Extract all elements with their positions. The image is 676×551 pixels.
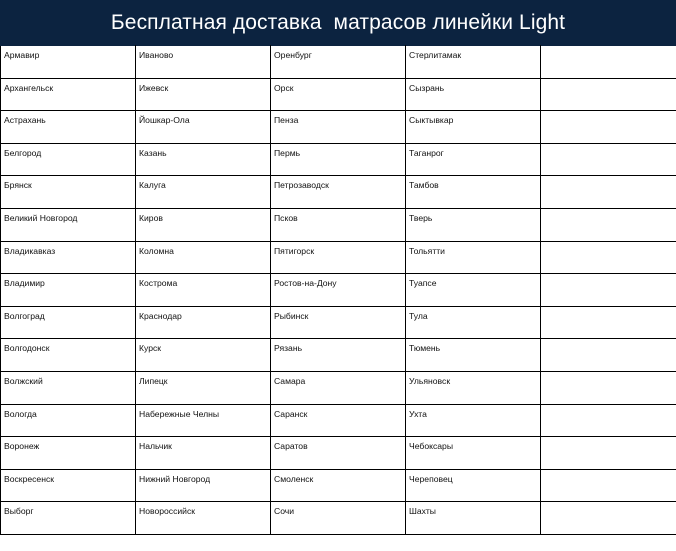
table-cell: Набережные Челны <box>136 404 271 437</box>
table-row <box>1 274 676 307</box>
table-cell: Ростов-на-Дону <box>271 274 406 307</box>
table-cell: Нальчик <box>136 437 271 470</box>
table-cell: Шахты <box>406 502 541 535</box>
table-cell: Сочи <box>271 502 406 535</box>
table-cell <box>541 78 676 111</box>
table-cell <box>541 143 676 176</box>
table-cell: Пермь <box>271 143 406 176</box>
table-cell: Вологда <box>1 404 136 437</box>
table-cell: Таганрог <box>406 143 541 176</box>
table-cell <box>541 502 676 535</box>
table-cell: Тольятти <box>406 241 541 274</box>
table-cell: Иваново <box>136 46 271 79</box>
table-cell: Волжский <box>1 371 136 404</box>
table-cell: Волгодонск <box>1 339 136 372</box>
table-cell: Новороссийск <box>136 502 271 535</box>
table-cell: Ухта <box>406 404 541 437</box>
table-cell: Петрозаводск <box>271 176 406 209</box>
table-cell: Туапсе <box>406 274 541 307</box>
table-cell: Сыктывкар <box>406 111 541 144</box>
table-row <box>1 111 676 144</box>
table-row <box>1 143 676 176</box>
table-cell: Сызрань <box>406 78 541 111</box>
table-cell <box>541 274 676 307</box>
table-cell <box>541 306 676 339</box>
table-row <box>1 78 676 111</box>
table-cell: Ульяновск <box>406 371 541 404</box>
table-row <box>1 241 676 274</box>
table-row <box>1 404 676 437</box>
table-cell: Орск <box>271 78 406 111</box>
table-cell: Саранск <box>271 404 406 437</box>
table-cell: Рязань <box>271 339 406 372</box>
table-cell: Кострома <box>136 274 271 307</box>
table-row <box>1 208 676 241</box>
table-cell: Белгород <box>1 143 136 176</box>
table-cell: Краснодар <box>136 306 271 339</box>
table-cell: Пенза <box>271 111 406 144</box>
table-row <box>1 306 676 339</box>
table-cell: Выборг <box>1 502 136 535</box>
city-table-body <box>1 46 676 535</box>
table-row <box>1 437 676 470</box>
table-cell: Владимир <box>1 274 136 307</box>
table-cell <box>541 111 676 144</box>
table-cell: Стерлитамак <box>406 46 541 79</box>
table-cell <box>541 46 676 79</box>
table-cell: Коломна <box>136 241 271 274</box>
page-title: Бесплатная доставка матрасов линейки Light <box>0 0 676 45</box>
table-cell: Ижевск <box>136 78 271 111</box>
table-row <box>1 469 676 502</box>
table-cell: Чебоксары <box>406 437 541 470</box>
table-cell: Калуга <box>136 176 271 209</box>
table-cell: Смоленск <box>271 469 406 502</box>
table-cell: Тюмень <box>406 339 541 372</box>
table-row <box>1 176 676 209</box>
table-cell <box>541 176 676 209</box>
table-cell: Йошкар-Ола <box>136 111 271 144</box>
table-cell <box>541 469 676 502</box>
table-cell: Архангельск <box>1 78 136 111</box>
table-cell: Воскресенск <box>1 469 136 502</box>
table-cell: Тула <box>406 306 541 339</box>
table-cell <box>541 404 676 437</box>
table-cell <box>541 208 676 241</box>
table-row <box>1 371 676 404</box>
table-cell <box>541 371 676 404</box>
table-cell: Рыбинск <box>271 306 406 339</box>
table-cell: Курск <box>136 339 271 372</box>
table-cell: Астрахань <box>1 111 136 144</box>
table-cell: Нижний Новгород <box>136 469 271 502</box>
table-cell: Великий Новгород <box>1 208 136 241</box>
table-cell: Оренбург <box>271 46 406 79</box>
table-cell: Саратов <box>271 437 406 470</box>
city-table <box>0 45 676 535</box>
table-cell: Липецк <box>136 371 271 404</box>
table-cell: Череповец <box>406 469 541 502</box>
table-cell: Пятигорск <box>271 241 406 274</box>
table-cell: Армавир <box>1 46 136 79</box>
table-cell: Волгоград <box>1 306 136 339</box>
table-cell <box>541 437 676 470</box>
table-cell: Киров <box>136 208 271 241</box>
table-cell: Казань <box>136 143 271 176</box>
table-cell <box>541 339 676 372</box>
table-cell: Псков <box>271 208 406 241</box>
table-row <box>1 339 676 372</box>
table-cell: Владикавказ <box>1 241 136 274</box>
table-cell: Тамбов <box>406 176 541 209</box>
table-cell: Воронеж <box>1 437 136 470</box>
table-row <box>1 502 676 535</box>
table-cell: Тверь <box>406 208 541 241</box>
table-row <box>1 46 676 79</box>
table-cell: Самара <box>271 371 406 404</box>
table-cell <box>541 241 676 274</box>
table-cell: Брянск <box>1 176 136 209</box>
